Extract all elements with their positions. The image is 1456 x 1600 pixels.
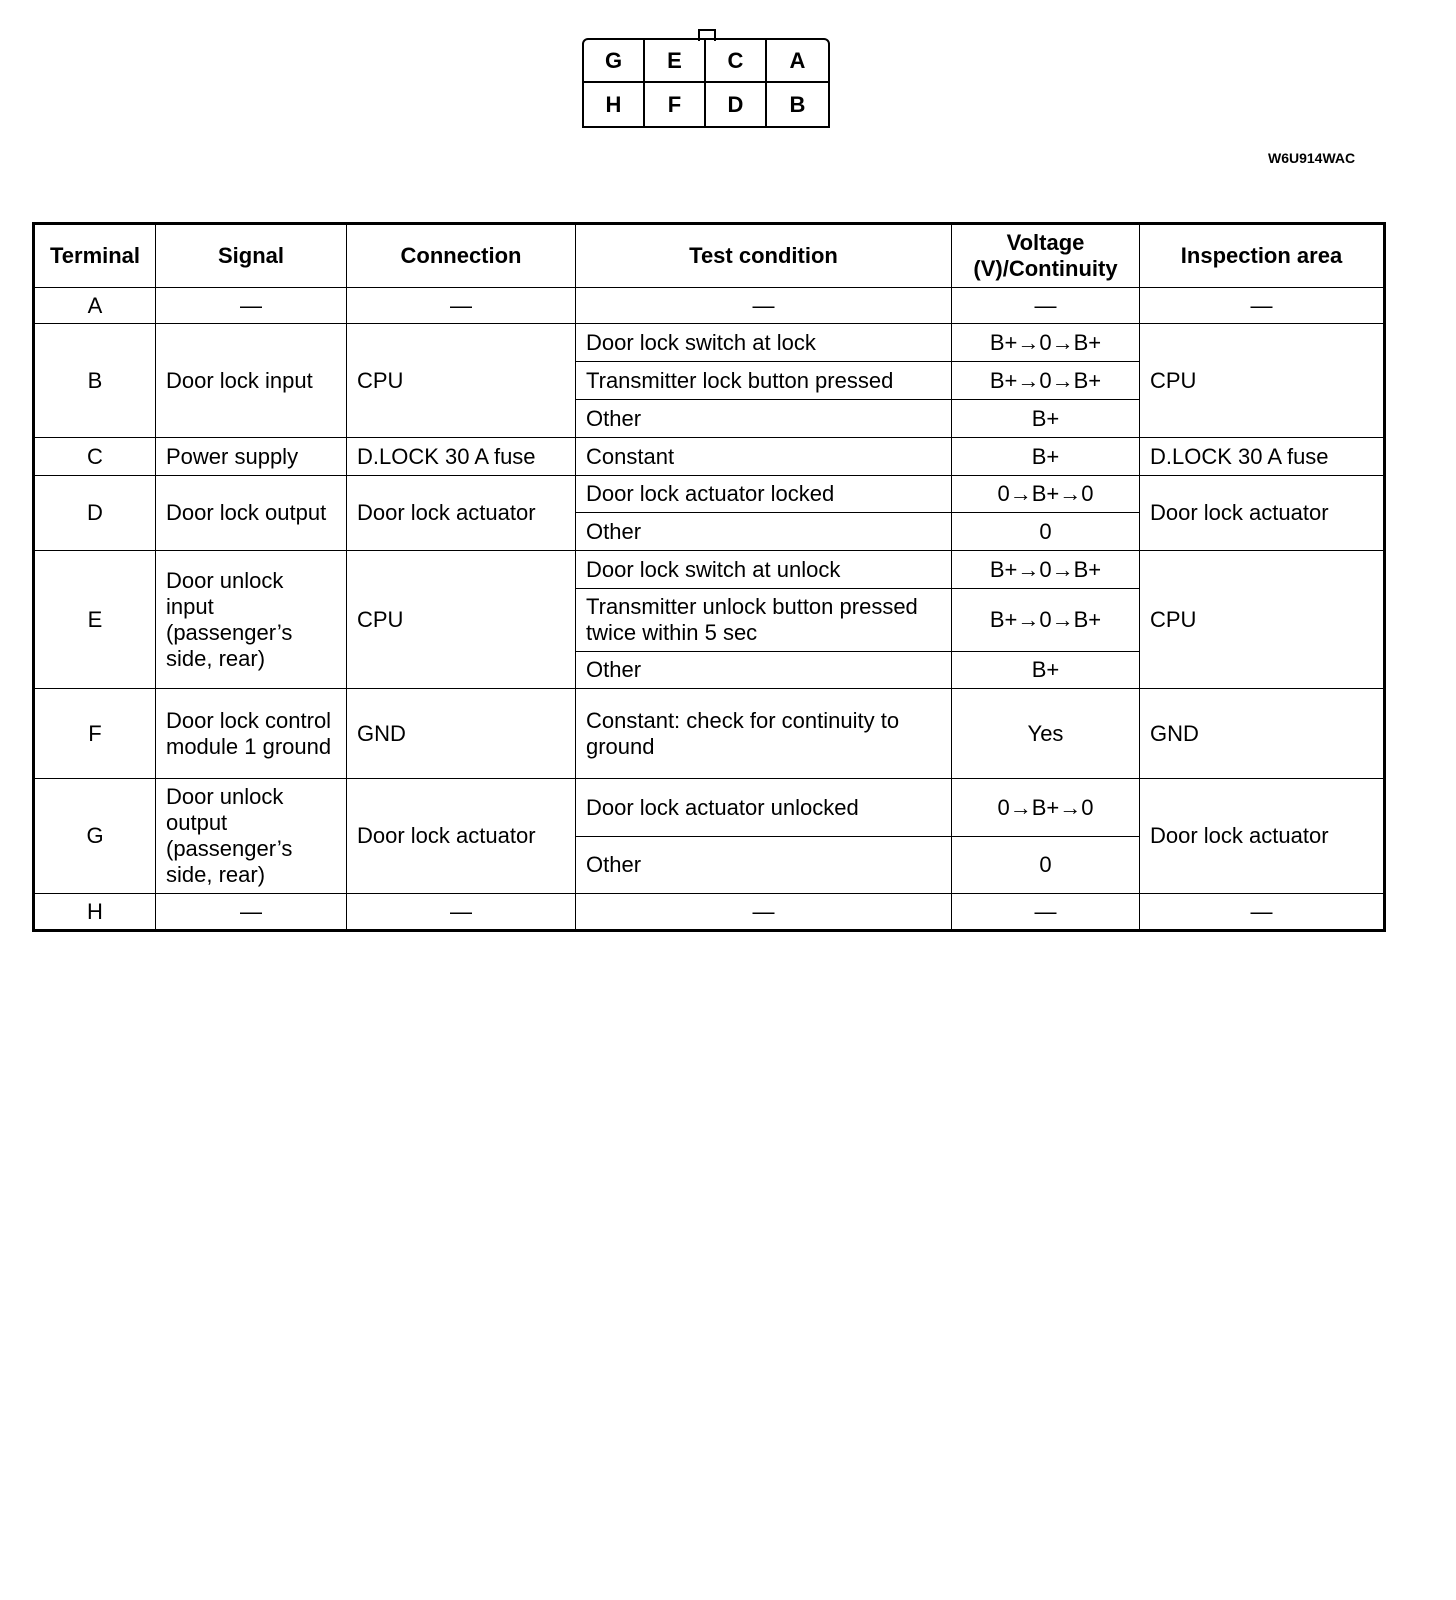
test-condition-cell: Other bbox=[576, 837, 952, 894]
table-row bbox=[34, 689, 1385, 779]
voltage-cell: 0→B+→0 bbox=[952, 476, 1140, 513]
connection-cell: D.LOCK 30 A fuse bbox=[347, 438, 576, 476]
pin-f: F bbox=[645, 83, 706, 126]
test-condition-cell: Other bbox=[576, 652, 952, 689]
header-connection: Connection bbox=[347, 224, 576, 288]
connection-cell: CPU bbox=[347, 324, 576, 438]
voltage-cell: 0 bbox=[952, 513, 1140, 551]
terminal-cell: H bbox=[34, 894, 156, 931]
inspection-area-cell: D.LOCK 30 A fuse bbox=[1140, 438, 1385, 476]
pin-b: B bbox=[789, 91, 806, 117]
terminal-cell: C bbox=[34, 438, 156, 476]
test-condition-cell: Constant bbox=[576, 438, 952, 476]
inspection-area-cell: — bbox=[1140, 894, 1385, 931]
inspection-area-cell: Door lock actuator bbox=[1140, 779, 1385, 894]
header-row bbox=[34, 224, 1385, 288]
signal-cell: — bbox=[156, 894, 347, 931]
pin-c: C bbox=[706, 40, 767, 83]
signal-cell: Door lock output bbox=[156, 476, 347, 551]
pin-e: E bbox=[645, 40, 706, 83]
test-condition-cell: Transmitter lock button pressed bbox=[576, 362, 952, 400]
test-condition-cell: Door lock actuator locked bbox=[576, 476, 952, 513]
inspection-area-cell: Door lock actuator bbox=[1140, 476, 1385, 551]
signal-cell: Door unlock input (passenger’s side, rear) bbox=[156, 551, 347, 689]
voltage-cell: B+ bbox=[952, 438, 1140, 476]
inspection-area-cell: — bbox=[1140, 288, 1385, 324]
signal-cell: Power supply bbox=[156, 438, 347, 476]
connection-cell: CPU bbox=[347, 551, 576, 689]
header-voltage: Voltage (V)/Continuity bbox=[952, 224, 1140, 288]
table-row bbox=[34, 551, 1385, 589]
voltage-cell: Yes bbox=[952, 689, 1140, 779]
inspection-area-cell: CPU bbox=[1140, 551, 1385, 689]
terminal-cell: E bbox=[34, 551, 156, 689]
test-condition-cell: — bbox=[576, 894, 952, 931]
table-row bbox=[34, 476, 1385, 513]
test-condition-cell: Door lock switch at unlock bbox=[576, 551, 952, 589]
pin-g: G bbox=[584, 40, 645, 83]
voltage-cell: B+→0→B+ bbox=[952, 324, 1140, 362]
connection-cell: — bbox=[347, 288, 576, 324]
table-row bbox=[34, 438, 1385, 476]
test-condition-cell: Door lock actuator unlocked bbox=[576, 779, 952, 837]
signal-cell: Door unlock output (passenger’s side, rear) bbox=[156, 779, 347, 894]
connection-cell: GND bbox=[347, 689, 576, 779]
header-test-condition: Test condition bbox=[576, 224, 952, 288]
test-condition-cell: Constant: check for continuity to ground bbox=[576, 689, 952, 779]
voltage-cell: — bbox=[952, 894, 1140, 931]
signal-cell: — bbox=[156, 288, 347, 324]
pin-h: H bbox=[584, 83, 645, 126]
header-signal: Signal bbox=[156, 224, 347, 288]
test-condition-cell: Door lock switch at lock bbox=[576, 324, 952, 362]
connection-cell: — bbox=[347, 894, 576, 931]
header-terminal: Terminal bbox=[34, 224, 156, 288]
figure-code: W6U914WAC bbox=[1268, 150, 1356, 166]
signal-cell: Door lock input bbox=[156, 324, 347, 438]
signal-cell: Door lock control module 1 ground bbox=[156, 689, 347, 779]
connector-diagram bbox=[582, 38, 830, 128]
pin-d: D bbox=[706, 83, 767, 126]
terminal-cell: D bbox=[34, 476, 156, 551]
header-inspection-area: Inspection area bbox=[1140, 224, 1385, 288]
voltage-cell: B+→0→B+ bbox=[952, 551, 1140, 589]
voltage-cell: B+→0→B+ bbox=[952, 589, 1140, 652]
test-condition-cell: — bbox=[576, 288, 952, 324]
connection-cell: Door lock actuator bbox=[347, 476, 576, 551]
test-condition-cell: Other bbox=[576, 400, 952, 438]
voltage-cell: 0 bbox=[952, 837, 1140, 894]
terminal-cell: G bbox=[34, 779, 156, 894]
test-condition-cell: Other bbox=[576, 513, 952, 551]
inspection-area-cell: CPU bbox=[1140, 324, 1385, 438]
voltage-cell: — bbox=[952, 288, 1140, 324]
voltage-cell: B+ bbox=[952, 652, 1140, 689]
voltage-cell: B+→0→B+ bbox=[952, 362, 1140, 400]
table-row bbox=[34, 894, 1385, 931]
table-row bbox=[34, 324, 1385, 362]
terminal-cell: F bbox=[34, 689, 156, 779]
table-row bbox=[34, 779, 1385, 837]
table-row bbox=[34, 288, 1385, 324]
test-condition-cell: Transmitter unlock button pressed twice within 5 sec bbox=[576, 589, 952, 652]
terminal-cell: B bbox=[34, 324, 156, 438]
pin-a: A bbox=[767, 40, 828, 83]
terminal-table bbox=[32, 222, 1386, 932]
voltage-cell: 0→B+→0 bbox=[952, 779, 1140, 837]
terminal-cell: A bbox=[34, 288, 156, 324]
connection-cell: Door lock actuator bbox=[347, 779, 576, 894]
inspection-area-cell: GND bbox=[1140, 689, 1385, 779]
voltage-cell: B+ bbox=[952, 400, 1140, 438]
